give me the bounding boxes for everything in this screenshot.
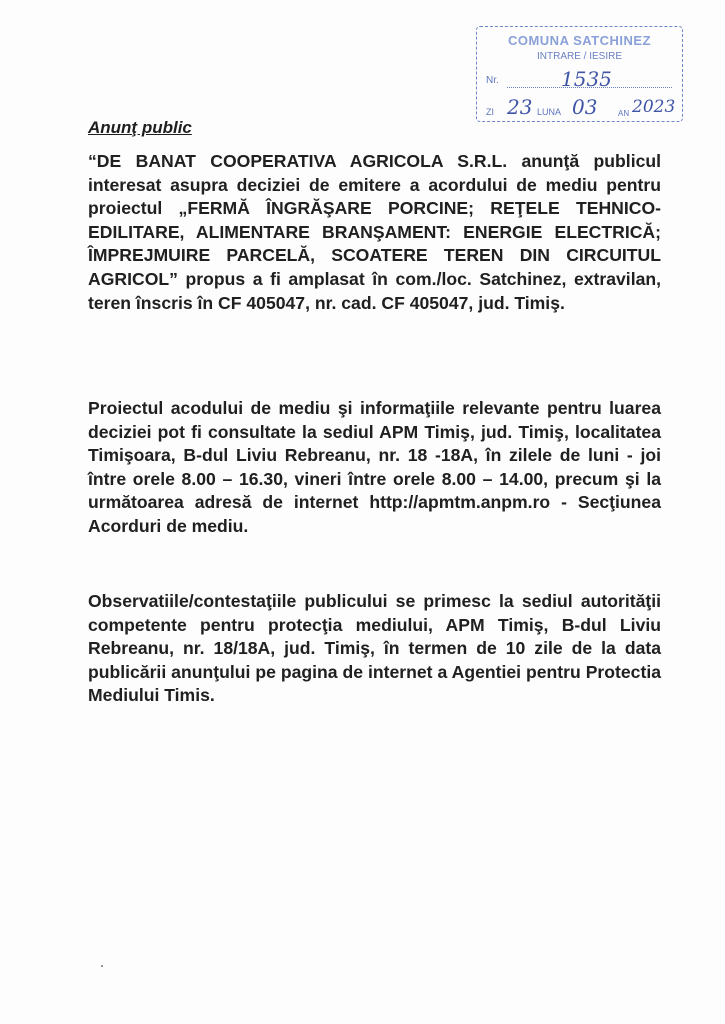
announcement-paragraph-3: Observatiile/contestaţiile publicului se primesc la sediul autorităţii competente pentru protecţia mediului, APM Timiş, B-dul Liviu Rebreanu, nr. 18/18A, jud. Timiş, în termen de 10 zile de la data publicării anunţului pe pagina de internet a Agentiei pentru Protectia Mediului Timis. <box>88 591 661 706</box>
stamp-subtitle: INTRARE / IESIRE <box>536 51 622 62</box>
stamp-year-label: AN <box>618 109 630 118</box>
announcement-paragraph-1: “DE BANAT COOPERATIVA AGRICOLA S.R.L. anunţă publicul interesat asupra deciziei de emitere a acordului de mediu pentru proiectul „FERMĂ ÎNGRĂŞARE PORCINE; REŢELE TEHNICO-EDILITARE, ALIMENTARE BRANŞAMENT: ENERGIE ELECTRICĂ; ÎMPREJMUIRE PARCELĂ, SCOATERE TEREN DIN CIRCUITUL AGRICOL” propus a fi amplasat în com./loc. Satchinez, extravilan, teren înscris în CF 405047, nr. cad. CF 405047, jud. Timiş. <box>88 151 661 313</box>
stamp-nr-label: Nr. <box>486 75 499 86</box>
stamp-month-value: 03 <box>572 95 598 119</box>
stamp-registration-number: 1535 <box>561 67 612 91</box>
stamp-day-label: ZI <box>486 107 494 117</box>
registration-stamp <box>476 26 683 122</box>
announcement-paragraph-2: Proiectul acodului de mediu şi informaţiile relevante pentru luarea deciziei pot fi consultate la sediul APM Timiş, jud. Timiş, localitatea Timişoara, B-dul Liviu Rebreanu, nr. 18 -18A, în zilele de luni - joi între orele 8.00 – 16.30, vineri între orele 8.00 – 14.00, precum şi la următoarea adresă de internet http://apmtm.anpm.ro - Secţiunea Acorduri de mediu. <box>88 398 661 536</box>
stamp-day-value: 23 <box>507 95 533 119</box>
stamp-year-value: 2023 <box>632 97 676 117</box>
stamp-month-label: LUNA <box>537 107 562 117</box>
announcement-heading: Anunţ public <box>88 118 192 137</box>
stamp-organization: COMUNA SATCHINEZ <box>507 33 652 48</box>
scan-speck <box>101 965 103 967</box>
